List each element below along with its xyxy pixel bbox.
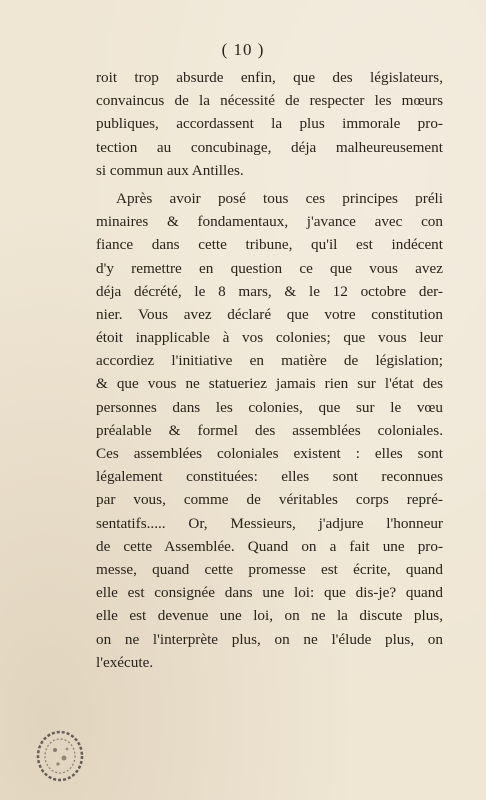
paragraph-2 [96,187,443,674]
text-line: personnes dans les colonies, que sur le vœu [96,398,443,416]
text-line: d'y remettre en question ce que vous avez [96,259,443,277]
paragraph-1 [96,66,443,182]
text-line: & que vous ne statueriez jamais rien sur l'état des [96,375,443,393]
text-line: sentatifs..... Or, Messieurs, j'adjure l'honneur [96,514,443,532]
text-line: roit trop absurde enfin, que des législateurs, [96,69,443,86]
page-number: ( 10 ) [221,40,265,59]
text-line: légalement constituées: elles sont reconnues [96,468,443,486]
text-line: elle est devenue une loi, on ne la discute plus, [96,607,443,625]
text-line: si commun aux Antilles. [96,161,244,179]
text-line: accordiez l'initiative en matière de législation; [96,352,443,370]
text-line: étoit inapplicable à vos colonies; que vous leur [96,329,443,347]
text-line: de cette Assemblée. Quand on a fait une pro- [96,537,443,555]
text-line: fiance dans cette tribune, qu'il est indécent [96,236,443,254]
text-line: Ces assemblées coloniales existent : elles sont [96,445,443,462]
text-line: nier. Vous avez déclaré que votre constitution [96,305,443,323]
text-line: préalable & formel des assemblées coloniales. [96,421,443,439]
library-stamp-icon [34,728,86,784]
text-line: Après avoir posé tous ces principes préli [116,189,443,207]
body-text [96,66,443,674]
text-line: publiques, accordassent la plus immorale pro- [96,115,443,133]
text-line: minaires & fondamentaux, j'avance avec con [96,213,443,231]
text-line: par vous, comme de véritables corps repré- [96,491,443,509]
text-line: déja décrété, le 8 mars, & le 12 octobre der- [96,282,443,300]
text-line: elle est consignée dans une loi: que dis-je? quand [96,584,443,602]
text-line: on ne l'interprète plus, on ne l'élude plus, on [96,630,443,648]
text-line: tection au concubinage, déja malheureusement [96,138,443,156]
text-line: messe, quand cette promesse est écrite, quand [96,560,443,578]
text-line: l'exécute. [96,653,154,671]
text-line: convaincus de la nécessité de respecter les mœurs [96,92,443,110]
